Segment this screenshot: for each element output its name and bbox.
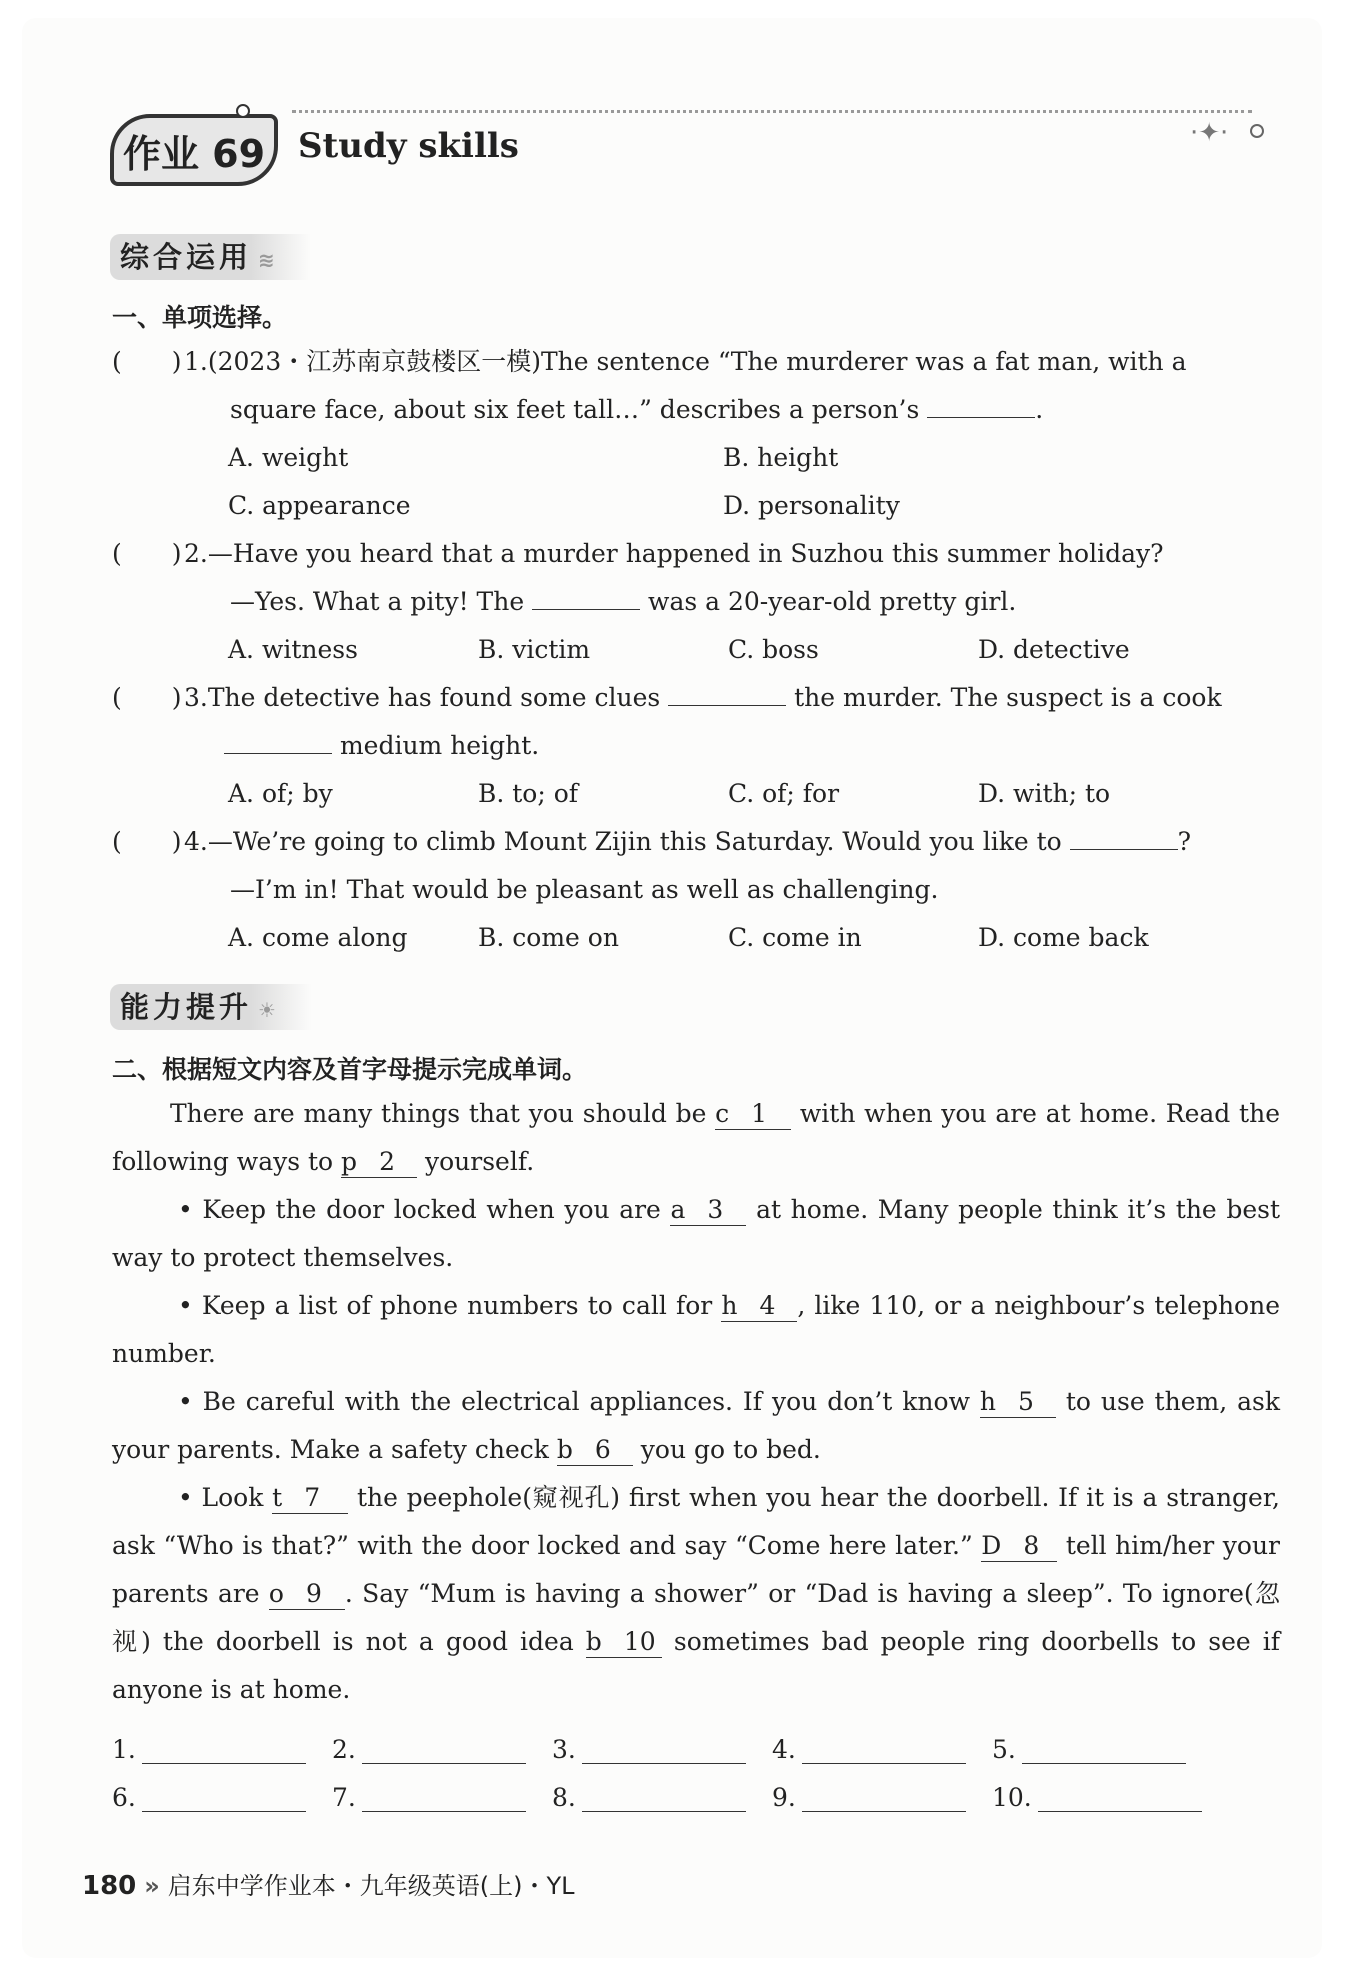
question-3 xyxy=(112,674,1277,818)
passage-paragraph xyxy=(112,1474,1280,1714)
answer-bracket[interactable]: ( ) xyxy=(112,683,182,712)
passage-text: you go to bed. xyxy=(640,1435,821,1464)
passage-paragraph xyxy=(112,1282,1280,1378)
passage-text: • Be careful with the electrical appliances. If you don’t know xyxy=(178,1387,970,1416)
option-c[interactable]: C. of; for xyxy=(728,779,840,808)
blank-2[interactable]: p 2 xyxy=(341,1147,417,1178)
answer-line[interactable] xyxy=(1022,1741,1186,1764)
question-2 xyxy=(112,530,1277,674)
passage-text: with when you are at home. Read the following ways to xyxy=(112,1099,1280,1176)
section-heading-word-completion: 二、根据短文内容及首字母提示完成单词。 xyxy=(112,1055,588,1084)
option-c[interactable]: C. boss xyxy=(728,635,819,664)
question-stem: —We’re going to climb Mount Zijin this Saturday. Would you like to xyxy=(207,827,1062,856)
assignment-badge: 作业 69 xyxy=(110,114,278,186)
answer-line[interactable] xyxy=(362,1789,526,1812)
stem-punct: ? xyxy=(1177,827,1192,856)
answer-line[interactable] xyxy=(142,1789,306,1812)
page-footer xyxy=(82,1866,575,1901)
blank-4[interactable]: h 4 xyxy=(721,1291,797,1322)
answer-line[interactable] xyxy=(802,1789,966,1812)
answer-line[interactable] xyxy=(802,1741,966,1764)
option-c[interactable]: C. appearance xyxy=(228,491,411,520)
passage-text: sometimes bad people ring doorbells to see if anyone is at home. xyxy=(112,1627,1281,1704)
passage-paragraph xyxy=(112,1378,1280,1474)
question-stem-cont: medium height. xyxy=(339,731,540,760)
passage-text: at home. Many people think it’s the best way to protect themselves. xyxy=(112,1195,1280,1272)
question-stem: (2023・江苏南京鼓楼区一模)The sentence “The murderer was a fat man, with a xyxy=(207,347,1187,376)
decorative-dotted-line xyxy=(292,110,1252,113)
answer-blank[interactable] xyxy=(668,677,786,706)
answer-bracket[interactable]: ( ) xyxy=(112,347,182,376)
option-d[interactable]: D. with; to xyxy=(978,779,1111,808)
blank-5[interactable]: h 5 xyxy=(980,1387,1056,1418)
passage-text: . Say “Mum is having a shower” or “Dad is having a sleep”. To ignore(忽视) the doorbell is not a good idea xyxy=(112,1579,1280,1656)
option-d[interactable]: D. personality xyxy=(723,491,900,520)
blank-9[interactable]: o 9 xyxy=(269,1579,345,1610)
answer-blank[interactable] xyxy=(532,581,640,610)
passage-text: • Keep the door locked when you are xyxy=(178,1195,661,1224)
answer-number: 4. xyxy=(772,1735,796,1764)
answer-number: 9. xyxy=(772,1783,796,1812)
circle-decoration-icon xyxy=(1250,124,1264,138)
page-title: Study skills xyxy=(298,126,519,166)
question-stem-cont: square face, about six feet tall…” describes a person’s xyxy=(230,395,920,424)
option-a[interactable]: A. come along xyxy=(228,923,408,952)
passage-text: • Keep a list of phone numbers to call for xyxy=(178,1291,713,1320)
passage-text: to use them, ask your parents. Make a safety check xyxy=(112,1387,1280,1464)
answer-number: 8. xyxy=(552,1783,576,1812)
passage-paragraph xyxy=(112,1186,1280,1282)
question-stem-cont: was a 20-year-old pretty girl. xyxy=(648,587,1017,616)
passage-text: , like 110, or a neighbour’s telephone number. xyxy=(112,1291,1281,1368)
answer-bracket[interactable]: ( ) xyxy=(112,827,182,856)
question-4 xyxy=(112,818,1277,962)
answer-number: 1. xyxy=(112,1735,136,1764)
leaf-decoration-icon: ≋ xyxy=(258,248,275,272)
blank-6[interactable]: b 6 xyxy=(557,1435,633,1466)
passage-text: There are many things that you should be xyxy=(170,1099,707,1128)
option-b[interactable]: B. victim xyxy=(478,635,591,664)
option-b[interactable]: B. come on xyxy=(478,923,619,952)
answer-line[interactable] xyxy=(582,1741,746,1764)
answer-number: 6. xyxy=(112,1783,136,1812)
option-a[interactable]: A. weight xyxy=(228,443,349,472)
section-tag-label: 能力提升 xyxy=(120,990,253,1024)
ring-decoration-icon xyxy=(236,104,250,118)
option-c[interactable]: C. come in xyxy=(728,923,862,952)
question-number: 4. xyxy=(184,827,208,856)
option-b[interactable]: B. to; of xyxy=(478,779,579,808)
sparkle-icon: ·✦· xyxy=(1190,118,1229,148)
page-number: 180 xyxy=(82,1871,137,1901)
double-chevron-icon: » xyxy=(144,1872,160,1900)
answer-line[interactable] xyxy=(362,1741,526,1764)
answer-blank[interactable] xyxy=(224,725,332,754)
answer-number: 5. xyxy=(992,1735,1016,1764)
passage-text: yourself. xyxy=(425,1147,535,1176)
question-number: 3. xyxy=(184,683,208,712)
answer-line[interactable] xyxy=(1038,1789,1202,1812)
answer-number: 10. xyxy=(992,1783,1032,1812)
answer-blank[interactable] xyxy=(927,389,1035,418)
blank-1[interactable]: c 1 xyxy=(715,1099,791,1130)
section-tag-comprehensive xyxy=(110,234,311,280)
stem-punct: . xyxy=(1035,395,1044,424)
option-a[interactable]: A. witness xyxy=(228,635,358,664)
lightbulb-decoration-icon: ☀ xyxy=(258,998,276,1022)
question-stem-cont: —Yes. What a pity! The xyxy=(230,587,525,616)
answer-number: 2. xyxy=(332,1735,356,1764)
book-title: 启东中学作业本・九年级英语(上)・YL xyxy=(167,1872,575,1900)
question-number: 1. xyxy=(184,347,208,376)
reading-passage xyxy=(112,1090,1280,1714)
question-number: 2. xyxy=(184,539,208,568)
question-1 xyxy=(112,338,1277,530)
passage-text: • Look xyxy=(178,1483,264,1512)
answer-line[interactable] xyxy=(582,1789,746,1812)
option-d[interactable]: D. come back xyxy=(978,923,1149,952)
option-b[interactable]: B. height xyxy=(723,443,839,472)
option-d[interactable]: D. detective xyxy=(978,635,1130,664)
section-tag-label: 综合运用 xyxy=(120,240,253,274)
question-stem-cont: —I’m in! That would be pleasant as well as challenging. xyxy=(230,875,939,904)
answer-line[interactable] xyxy=(142,1741,306,1764)
question-stem: —Have you heard that a murder happened in Suzhou this summer holiday? xyxy=(207,539,1164,568)
blank-7[interactable]: t 7 xyxy=(272,1483,348,1514)
section-tag-ability xyxy=(110,984,312,1030)
passage-text: tell him/her your parents are xyxy=(112,1531,1281,1608)
answer-lines xyxy=(112,1716,1212,1812)
answer-bracket[interactable]: ( ) xyxy=(112,539,182,568)
blank-3[interactable]: a 3 xyxy=(670,1195,746,1226)
blank-8[interactable]: D 8 xyxy=(981,1531,1057,1562)
question-stem-cont: the murder. The suspect is a cook xyxy=(794,683,1222,712)
passage-text: the peephole(窥视孔) first when you hear the doorbell. If it is a stranger, ask “Who is that?” with the door locked and say “Come here later.” xyxy=(112,1483,1280,1560)
section-heading-multiple-choice: 一、单项选择。 xyxy=(112,303,288,332)
assignment-header xyxy=(110,108,1270,188)
passage-paragraph xyxy=(112,1090,1280,1186)
answer-blank[interactable] xyxy=(1070,821,1178,850)
answer-number: 7. xyxy=(332,1783,356,1812)
option-a[interactable]: A. of; by xyxy=(228,779,333,808)
blank-10[interactable]: b 10 xyxy=(586,1627,662,1658)
answer-number: 3. xyxy=(552,1735,576,1764)
question-stem: The detective has found some clues xyxy=(207,683,661,712)
